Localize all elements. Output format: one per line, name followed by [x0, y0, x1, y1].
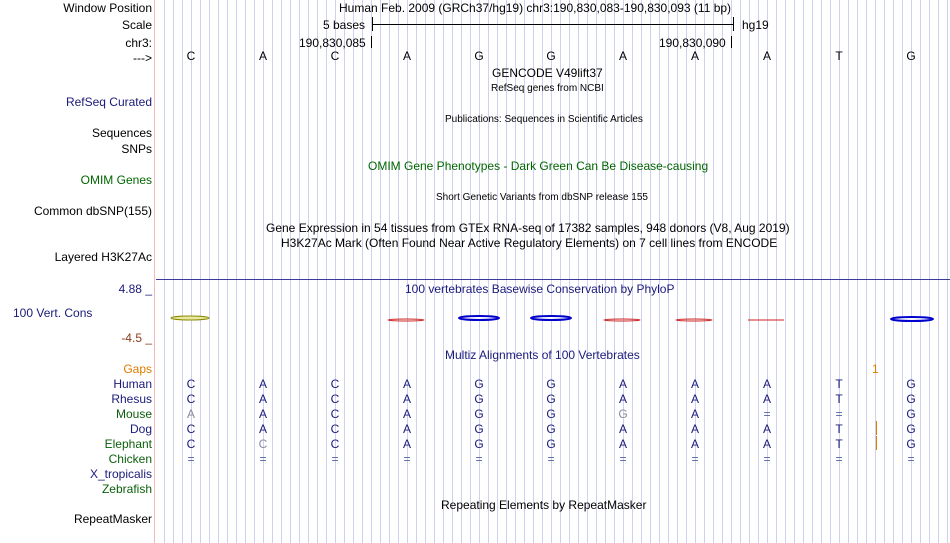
alignment-base: G: [546, 377, 556, 391]
cons-mark-5: [459, 316, 499, 320]
alignment-base: C: [330, 407, 340, 421]
chrom-label: chr3:: [125, 36, 152, 50]
alignment-base: =: [763, 452, 771, 466]
alignment-base: C: [330, 377, 340, 391]
cons-mark-11: [891, 317, 933, 321]
common-dbsnp-label[interactable]: Common dbSNP(155): [33, 204, 152, 218]
gap-count: 1: [872, 362, 879, 376]
species-label[interactable]: Zebrafish: [101, 482, 152, 496]
alignment-base: C: [186, 392, 196, 406]
alignment-base: A: [762, 422, 771, 436]
alignment-base: T: [835, 392, 843, 406]
gtex-title[interactable]: Gene Expression in 54 tissues from GTEx RNA-seq of 17382 samples, 948 donors (V8, Aug 2019): [266, 221, 790, 235]
gencode-title[interactable]: GENCODE V49lift37: [492, 66, 603, 80]
alignment-base: G: [546, 422, 556, 436]
alignment-base: =: [907, 452, 915, 466]
alignment-base: =: [691, 452, 699, 466]
species-label[interactable]: Elephant: [104, 437, 152, 451]
vert-cons-label[interactable]: 100 Vert. Cons: [13, 306, 93, 320]
alignment-base: C: [330, 392, 340, 406]
alignment-base: A: [402, 437, 411, 451]
alignment-base: T: [835, 422, 843, 436]
alignment-base: G: [546, 407, 556, 421]
base-letter: A: [762, 49, 771, 63]
dbsnp-desc[interactable]: Short Genetic Variants from dbSNP release 155: [436, 192, 648, 203]
alignment-base: A: [762, 377, 771, 391]
cons-mark-4: [388, 319, 424, 321]
alignment-base: G: [906, 437, 916, 451]
alignment-base: =: [259, 452, 267, 466]
alignment-base: =: [475, 452, 483, 466]
alignment-base: G: [546, 437, 556, 451]
cons-mark-7: [604, 319, 640, 321]
conservation-separator: [156, 279, 950, 280]
conservation-plot: [0, 300, 950, 340]
species-label[interactable]: Dog: [129, 422, 152, 436]
alignment-base: G: [906, 422, 916, 436]
base-letter: G: [546, 49, 556, 63]
phylop-title[interactable]: 100 vertebrates Basewise Conservation by PhyloP: [405, 282, 675, 296]
alignment-base: A: [402, 392, 411, 406]
alignment-base: C: [330, 422, 340, 436]
base-letter: G: [474, 49, 484, 63]
alignment-base: T: [835, 377, 843, 391]
alignment-base: =: [547, 452, 555, 466]
scale-bases-text: 5 bases: [323, 18, 366, 32]
alignment-base: =: [619, 452, 627, 466]
alignment-base: A: [258, 407, 267, 421]
base-letter: G: [906, 49, 916, 63]
coord-left: 190,830,085: [299, 36, 366, 50]
window-position-text: Human Feb. 2009 (GRCh37/hg19) chr3:190,830,083-190,830,093 (11 bp): [339, 1, 732, 15]
alignment-base: C: [258, 437, 268, 451]
base-letter: T: [835, 49, 843, 63]
cons-min-label: -4.5 _: [121, 331, 152, 345]
alignment-base: C: [186, 377, 196, 391]
grid-line: [947, 0, 948, 543]
alignment-base: =: [331, 452, 339, 466]
sequences-label[interactable]: Sequences: [91, 126, 152, 140]
alignment-base: A: [762, 392, 771, 406]
gaps-label[interactable]: Gaps: [123, 362, 152, 376]
alignment-base: G: [906, 392, 916, 406]
alignment-base: A: [690, 422, 699, 436]
window-position-label[interactable]: Window Position: [63, 1, 152, 15]
alignment-base: C: [186, 422, 196, 436]
alignment-base: A: [402, 377, 411, 391]
base-letter: A: [402, 49, 411, 63]
alignment-base: A: [402, 422, 411, 436]
alignment-base: G: [906, 377, 916, 391]
h3k27ac-title[interactable]: H3K27Ac Mark (Often Found Near Active Regulatory Elements) on 7 cell lines from ENCODE: [281, 236, 778, 250]
base-letter: C: [330, 49, 340, 63]
alignment-base: G: [474, 422, 484, 436]
alignment-base: A: [402, 407, 411, 421]
alignment-base: G: [906, 407, 916, 421]
alignment-base: T: [835, 437, 843, 451]
alignment-base: A: [186, 407, 195, 421]
alignment-base: =: [403, 452, 411, 466]
multiz-title[interactable]: Multiz Alignments of 100 Vertebrates: [445, 348, 640, 362]
publications-title[interactable]: Publications: Sequences in Scientific Articles: [445, 114, 643, 125]
scale-label: Scale: [121, 18, 152, 32]
alignment-base: A: [618, 422, 627, 436]
alignment-base: G: [474, 437, 484, 451]
species-label[interactable]: Human: [113, 377, 152, 391]
base-letter: A: [690, 49, 699, 63]
alignment-base: C: [186, 437, 196, 451]
repeatmasker-label[interactable]: RepeatMasker: [73, 512, 152, 526]
alignment-base: A: [618, 377, 627, 391]
cons-max-label: 4.88 _: [118, 282, 152, 296]
alignment-base: A: [762, 437, 771, 451]
refseq-desc[interactable]: RefSeq genes from NCBI: [491, 83, 604, 94]
coord-left-tick: [371, 36, 372, 48]
scale-assembly-text: hg19: [742, 18, 769, 32]
alignment-base: =: [763, 407, 771, 421]
alignment-base: A: [690, 377, 699, 391]
alignment-base: G: [546, 392, 556, 406]
repeatmasker-desc[interactable]: Repeating Elements by RepeatMasker: [441, 498, 647, 512]
layered-h3k27ac-label[interactable]: Layered H3K27Ac: [54, 250, 152, 264]
alignment-base: =: [835, 452, 843, 466]
base-letter: A: [258, 49, 267, 63]
omim-pheno-title[interactable]: OMIM Gene Phenotypes - Dark Green Can Be Disease-causing: [368, 159, 709, 173]
coord-right-tick: [731, 36, 732, 48]
species-label[interactable]: Chicken: [108, 452, 152, 466]
omim-genes-label[interactable]: OMIM Genes: [80, 173, 152, 187]
base-letter: A: [618, 49, 627, 63]
cons-mark-6: [531, 316, 571, 320]
coord-right: 190,830,090: [659, 36, 726, 50]
alignment-base: A: [690, 392, 699, 406]
strand-label[interactable]: --->: [133, 51, 152, 65]
alignment-base: A: [258, 422, 267, 436]
cons-mark-8: [676, 319, 712, 321]
refseq-curated-label[interactable]: RefSeq Curated: [65, 95, 152, 109]
alignment-base: =: [187, 452, 195, 466]
alignment-base: A: [690, 437, 699, 451]
alignment-base: C: [330, 437, 340, 451]
alignment-base: A: [690, 407, 699, 421]
scale-bar-right-tick: [733, 17, 734, 31]
alignment-base: A: [258, 377, 267, 391]
alignment-base: A: [618, 437, 627, 451]
alignment-base: G: [618, 407, 628, 421]
alignment-base: A: [618, 392, 627, 406]
alignment-base: G: [474, 392, 484, 406]
alignment-base: A: [258, 392, 267, 406]
alignment-base: G: [474, 377, 484, 391]
alignment-base: G: [474, 407, 484, 421]
snps-label[interactable]: SNPs: [121, 142, 152, 156]
species-label[interactable]: Mouse: [115, 407, 152, 421]
base-letter: C: [186, 49, 196, 63]
species-label[interactable]: X_tropicalis: [89, 467, 152, 481]
cons-mark-1: [171, 316, 209, 320]
alignment-base: =: [835, 407, 843, 421]
scale-bar-left-tick: [372, 17, 373, 31]
scale-bar: [372, 24, 734, 25]
species-label[interactable]: Rhesus: [111, 392, 152, 406]
